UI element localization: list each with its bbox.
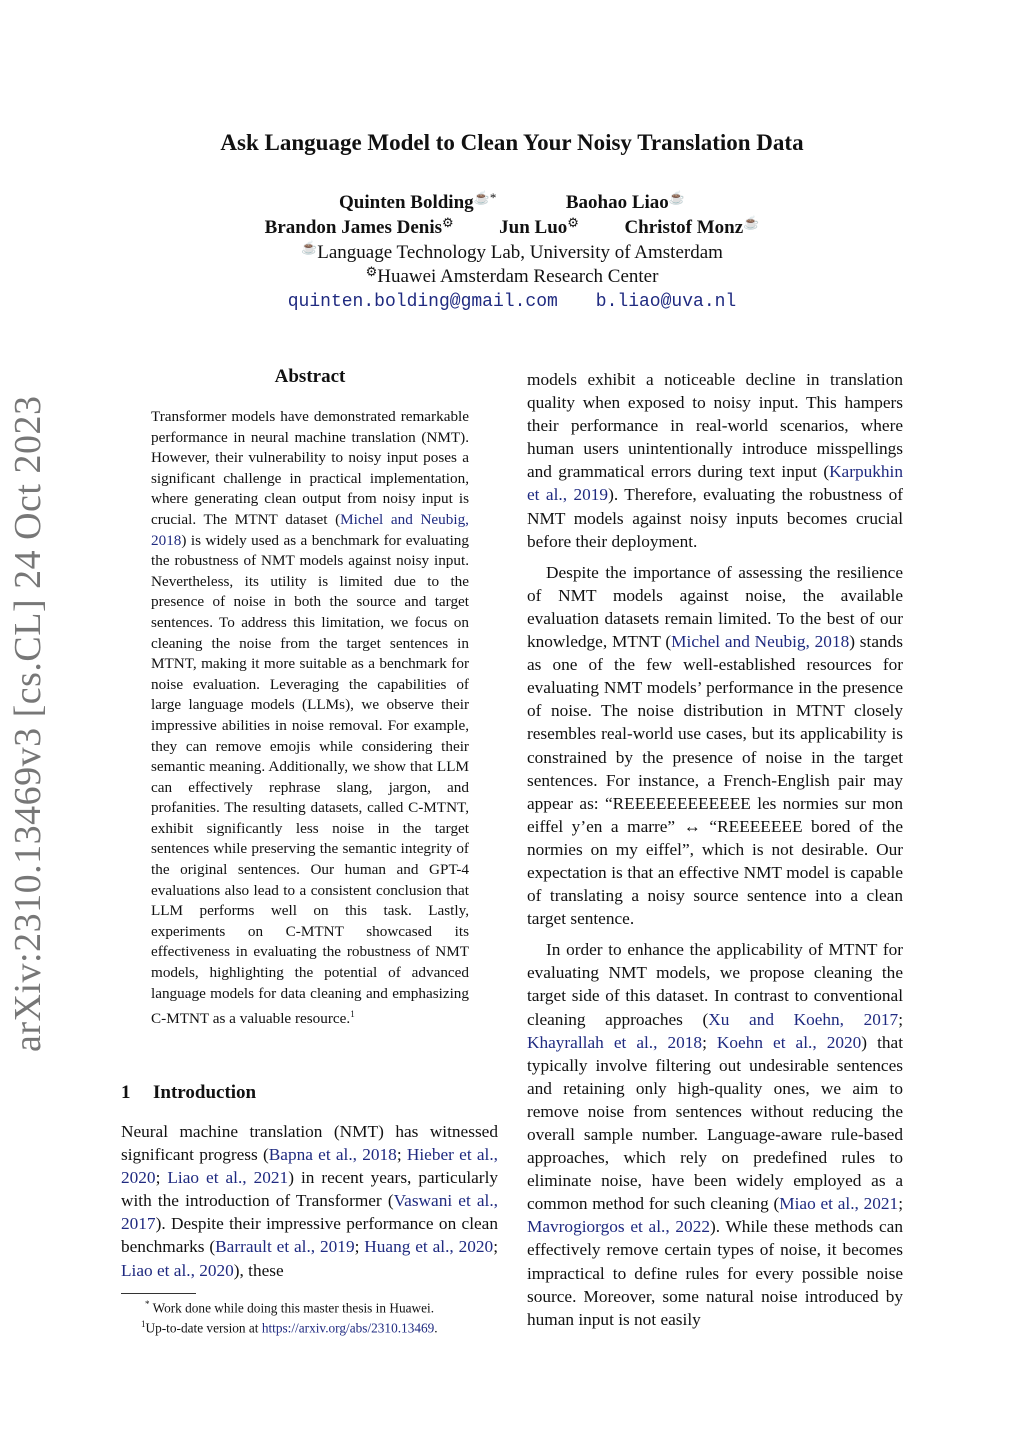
citation-link[interactable]: Liao et al., 2020 (121, 1260, 234, 1280)
author-name: Baohao Liao (565, 192, 669, 213)
citation-link[interactable]: Hieber et al., 2020 (121, 1145, 498, 1188)
body-text: ; (354, 1237, 365, 1257)
abstract-body (151, 407, 469, 1030)
author-name: Jun Luo (499, 217, 568, 238)
author-name: Quinten Bolding (339, 192, 474, 213)
affiliation-text: Language Technology Lab, University of Amsterdam (317, 242, 723, 263)
body-text: ) in recent years, particularly with the introduction of Transformer ( (121, 1168, 499, 1211)
footnote-divider (121, 1293, 196, 1294)
footnote-text: Up-to-date version at (145, 1320, 262, 1336)
huawei-affiliation-icon: ⚙ (567, 215, 579, 230)
email-link[interactable]: quinten.bolding@gmail.com (287, 292, 558, 312)
body-paragraph (527, 561, 903, 931)
abstract-heading: Abstract (274, 366, 346, 387)
arxiv-identifier: arXiv:2310.13469v3 [cs.CL] 24 Oct 2023 (7, 395, 49, 1052)
body-text: In order to enhance the applicability of MTNT for evaluating NMT models, we propose cleaning the target side of this dataset. In contrast to conventional cleaning approaches ( (527, 940, 903, 1029)
section-heading-introduction (121, 1082, 256, 1104)
citation-link[interactable]: Xu and Koehn, 2017 (708, 1009, 899, 1029)
body-paragraph (527, 938, 903, 1331)
equal-contribution-mark: * (489, 190, 497, 205)
author-line-2 (0, 215, 1024, 239)
footnote-mark: * (145, 1299, 150, 1309)
body-text: ; (702, 1032, 717, 1052)
body-text: ) stands as one of the few well-established resources for evaluating NMT models’ performance in the presence of noise. The noise distribution in MTNT closely resembles real-world use cases, but its applicability is constrained by the presence of noise in the target sentences. For instance, a French-English pair may appear as: “REEEEEEEEEEEE les normies sur mon eiffel y’en a marre” ↔ “REEEEEEE bored of the normies on my eiffel”, which is not desirable. Our expectation is that an effective NMT model is capable of translating a noisy source sentence into a clean target sentence. (527, 632, 903, 929)
footnote-mark: 1 (141, 1319, 146, 1330)
citation-link[interactable]: Huang et al., 2020 (364, 1237, 494, 1257)
footnotes (121, 1296, 498, 1337)
body-text: ; (155, 1168, 168, 1188)
right-column (527, 368, 903, 1339)
arxiv-url-link[interactable]: https://arxiv.org/abs/2310.13469 (261, 1320, 435, 1336)
author-line-1 (0, 190, 1024, 214)
body-text: models exhibit a noticeable decline in translation quality when exposed to noisy input. This hampers their performance in real-world scenarios, where human users unintentionally introduce misspellings and grammatical errors during text input ( (527, 370, 903, 482)
introduction-paragraph (121, 1120, 498, 1282)
citation-link[interactable]: Koehn et al., 2020 (716, 1032, 862, 1052)
body-text: ; (493, 1237, 498, 1257)
citation-link[interactable]: Michel and Neubig, 2018 (151, 510, 469, 549)
body-text: ). Therefore, evaluating the robustness of NMT models against noisy inputs becomes crucial before their deployment. (527, 485, 903, 551)
citation-link[interactable]: Barrault et al., 2019 (215, 1237, 355, 1257)
citation-link[interactable]: Mavrogiorgos et al., 2022 (527, 1217, 710, 1237)
abstract-text: ) is widely used as a benchmark for evaluating the robustness of NMT models against noisy input. Nevertheless, its utility is limited due to the presence of noise in both the source and target sentences. To address this limitation, we focus on cleaning the noise from the target sentences in MTNT, making it more suitable as a benchmark for noise evaluation. Leveraging the capabilities of large language models (LLMs), we observe their impressive abilities in noise removal. For example, they can remove emojis while considering their semantic meaning. Additionally, we show that LLM can effectively rephrase slang, jargon, and profanities. The resulting datasets, called C-MTNT, exhibit significantly less noise in the target sentences while preserving the semantic integrity of the original sentences. Our human and GPT-4 evaluations also lead to a consistent conclusion that LLM performs well on this task. Lastly, experiments on C-MTNT showcased its effectiveness in evaluating the robustness of NMT models, highlighting the potential of advanced language models for data cleaning and emphasizing C-MTNT as a valuable resource. (151, 531, 469, 1028)
body-text: ) that typically involve filtering out undesirable sentences and retaining only high-quality ones, we aim to remove noise from sentences without reducing the overall sample number. Language-aware rule-based approaches, which rely on predefined rules to eliminate noise, have been widely employed as a common method for such cleaning ( (527, 1032, 903, 1214)
body-text: ; (898, 1009, 904, 1029)
citation-link[interactable]: Khayrallah et al., 2018 (527, 1032, 703, 1052)
footnote-2 (121, 1316, 498, 1336)
section-title: Introduction (153, 1082, 257, 1103)
body-text: ; (898, 1194, 903, 1214)
huawei-affiliation-icon: ⚙ (365, 264, 378, 279)
citation-link[interactable]: Vaswani et al., 2017 (121, 1191, 498, 1234)
body-text: Despite the importance of assessing the resilience of NMT models against noise, the available evaluation datasets remain limited. To the best of our knowledge, MTNT ( (527, 562, 903, 652)
citation-link[interactable]: Karpukhin et al., 2019 (527, 462, 903, 505)
body-text: Neural machine translation (NMT) has witnessed significant progress ( (121, 1122, 498, 1165)
huawei-affiliation-icon: ⚙ (442, 215, 454, 230)
uva-affiliation-icon: ☕ (473, 190, 490, 205)
abstract-text: Transformer models have demonstrated remarkable performance in neural machine translation (NMT). However, their vulnerability to noisy input poses a significant challenge in practical implementation, where generating clean output from noisy input is crucial. The MTNT dataset ( (151, 408, 469, 528)
footnote-1 (121, 1296, 498, 1316)
body-paragraph (527, 368, 903, 553)
author-name: Christof Monz (624, 217, 744, 238)
footnote-text: . (434, 1320, 438, 1336)
body-text: ), these (233, 1260, 284, 1280)
footnote-mark[interactable]: 1 (350, 1009, 355, 1020)
affiliation-text: Huawei Amsterdam Research Center (377, 266, 659, 287)
citation-link[interactable]: Liao et al., 2021 (167, 1168, 289, 1188)
email-link[interactable]: b.liao@uva.nl (595, 292, 737, 312)
uva-affiliation-icon: ☕ (301, 240, 318, 255)
section-number: 1 (121, 1082, 131, 1103)
body-text: ). Despite their impressive performance on clean benchmarks ( (121, 1214, 498, 1257)
affiliation-uva (0, 240, 1024, 264)
body-text: ; (396, 1145, 407, 1165)
citation-link[interactable]: Miao et al., 2021 (779, 1194, 899, 1214)
body-text: ). While these methods can effectively remove certain types of noise, it becomes impractical to define rules for every possible noise source. Moreover, some natural noise introduced by human input is not easily (527, 1217, 903, 1329)
paper-title: Ask Language Model to Clean Your Noisy Translation Data (220, 130, 804, 155)
affiliation-huawei (0, 264, 1024, 288)
citation-link[interactable]: Bapna et al., 2018 (268, 1145, 397, 1165)
citation-link[interactable]: Michel and Neubig, 2018 (671, 632, 850, 652)
author-name: Brandon James Denis (264, 217, 442, 238)
uva-affiliation-icon: ☕ (743, 215, 760, 230)
footnote-text: Work done while doing this master thesis in Huawei. (149, 1300, 435, 1316)
uva-affiliation-icon: ☕ (668, 190, 685, 205)
author-emails (0, 290, 1024, 312)
